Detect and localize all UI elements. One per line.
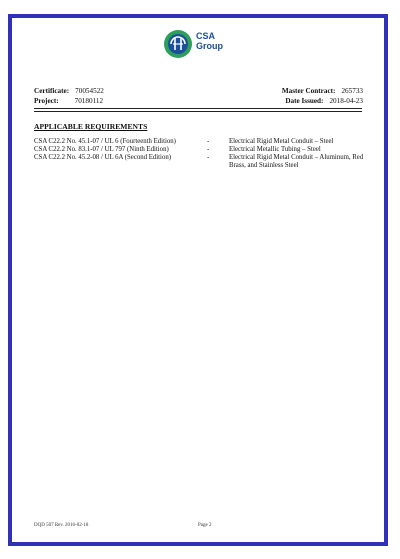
section-title: APPLICABLE REQUIREMENTS [34, 122, 148, 131]
project-value: 70180112 [74, 97, 104, 105]
requirement-standard: CSA C22.2 No. 45.2-08 / UL 6A (Second Edition) [34, 154, 172, 161]
requirement-dash: - [207, 138, 210, 145]
footer-form-number: DQD 507 Rev. 2016-02-18 [34, 523, 89, 528]
requirement-description: Electrical Rigid Metal Conduit – Steel [229, 138, 334, 145]
requirement-dash: - [207, 154, 210, 161]
logo-line2: Group [196, 41, 223, 51]
certificate-value: 70054522 [75, 87, 104, 95]
requirement-standard: CSA C22.2 No. 45.1-07 / UL 6 (Fourteenth Edition) [34, 138, 176, 145]
requirement-description: Electrical Rigid Metal Conduit – Aluminum, Red Brass, and Stainless Steel [229, 154, 364, 169]
project-row [34, 97, 103, 106]
master-contract-value: 265733 [341, 87, 363, 95]
logo-line1: CSA [196, 31, 216, 41]
master-contract-row [282, 87, 363, 96]
footer-page-number: Page 2 [198, 523, 212, 528]
project-label: Project: [34, 97, 59, 105]
header-rule [34, 108, 362, 109]
requirement-standard: CSA C22.2 No. 83.1-07 / UL 797 (Ninth Edition) [34, 146, 169, 153]
requirement-description: Electrical Metallic Tubing – Steel [229, 146, 321, 153]
master-contract-label: Master Contract: [281, 87, 336, 95]
header-rule-secondary [34, 111, 362, 112]
requirement-dash: - [207, 146, 210, 153]
date-issued-label: Date Issued: [285, 97, 324, 105]
date-issued-row [285, 97, 363, 106]
csa-group-logo [163, 27, 243, 61]
csa-emblem-icon [163, 27, 193, 61]
certificate-label: Certificate: [34, 87, 70, 95]
certificate-row [34, 87, 104, 96]
date-issued-value: 2018-04-23 [329, 97, 363, 105]
logo-text [196, 31, 223, 51]
